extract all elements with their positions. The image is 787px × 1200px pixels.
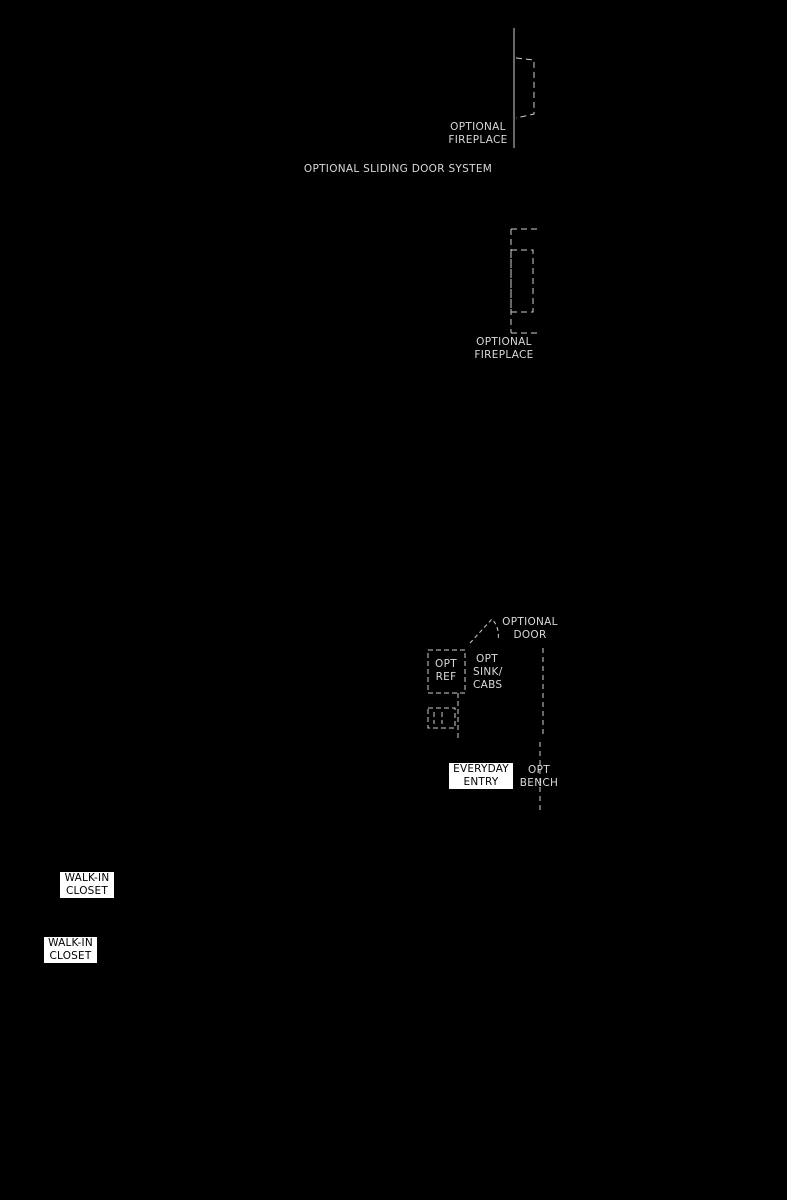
opt-bench-line-1: OPT bbox=[528, 764, 550, 776]
opt-sink-line-3: CABS bbox=[473, 679, 503, 691]
opt-ref-line-2: REF bbox=[435, 671, 457, 683]
opt-bench-line-2: BENCH bbox=[519, 777, 559, 789]
optional-door-swing bbox=[470, 619, 498, 643]
fireplace-mid-label bbox=[466, 336, 542, 362]
fireplace-top-line-2: FIREPLACE bbox=[448, 134, 508, 146]
opt-sink-line-1: OPT bbox=[476, 653, 498, 665]
walkin-closet-2-label bbox=[44, 937, 97, 963]
walkin-closet-2-line-1: WALK-IN bbox=[48, 937, 93, 949]
fireplace-mid-line-2: FIREPLACE bbox=[474, 349, 534, 361]
walkin-closet-1-line-1: WALK-IN bbox=[64, 872, 110, 884]
everyday-entry-line-1: EVERYDAY bbox=[453, 763, 509, 775]
fireplace-top-label bbox=[440, 121, 516, 147]
everyday-entry-line-2: ENTRY bbox=[463, 776, 499, 788]
walkin-closet-1-label bbox=[60, 872, 114, 898]
optional-door-line-2: DOOR bbox=[513, 629, 547, 641]
everyday-entry-label bbox=[449, 763, 513, 789]
opt-sink-line-2: SINK/ bbox=[473, 666, 503, 678]
walkin-closet-2-line-2: CLOSET bbox=[49, 950, 92, 962]
opt-ref-line-1: OPT bbox=[435, 658, 457, 670]
opt-ref-label bbox=[428, 658, 464, 684]
fireplace-mid-symbol bbox=[511, 229, 539, 333]
walkin-closet-1-line-2: CLOSET bbox=[66, 885, 108, 897]
fireplace-top-symbol bbox=[514, 28, 534, 148]
fireplace-mid-line-1: OPTIONAL bbox=[476, 336, 532, 348]
optional-door-line-1: OPTIONAL bbox=[502, 616, 558, 628]
opt-sink-label bbox=[468, 653, 508, 692]
fireplace-top-line-1: OPTIONAL bbox=[450, 121, 506, 133]
optional-door-label bbox=[496, 616, 564, 642]
opt-bench-label bbox=[514, 764, 564, 790]
sliding-door-label: OPTIONAL SLIDING DOOR SYSTEM bbox=[303, 163, 493, 175]
